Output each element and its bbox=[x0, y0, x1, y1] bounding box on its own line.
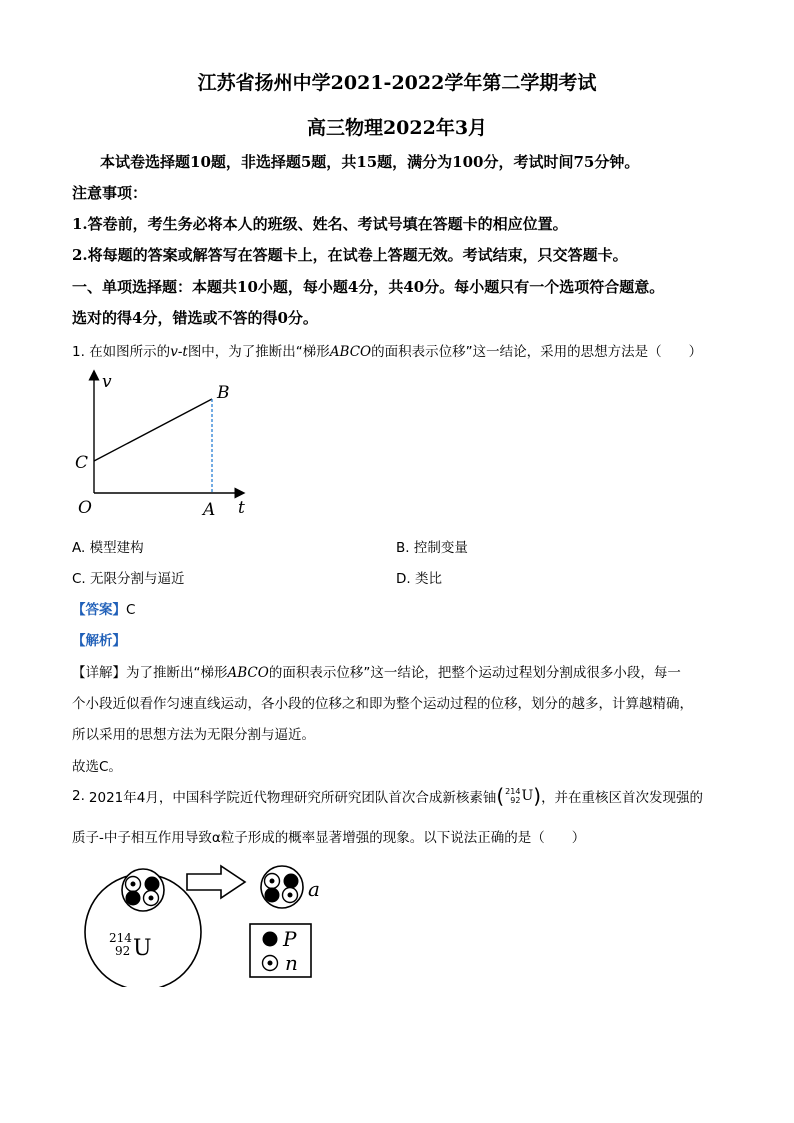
section-heading: 一、单项选择题：本题共10小题，每小题4分，共40分。每小题只有一个选项符合题意。 bbox=[72, 278, 665, 296]
legend-proton-label: P bbox=[283, 927, 297, 951]
legend-box bbox=[250, 924, 311, 977]
q2-stem bbox=[72, 786, 703, 806]
vt-graph bbox=[70, 365, 260, 525]
detail-line-3: 所以采用的思想方法为无限分割与逼近。 bbox=[72, 727, 315, 743]
note-1: 1.答卷前，考生务必将本人的班级、姓名、考试号填在答题卡的相应位置。 bbox=[72, 215, 568, 233]
q1-abco: ABCO bbox=[329, 344, 372, 360]
detail-line-2: 个小段近似看作匀速直线运动，各小段的位移之和即为整个运动过程的位移，划分的越多，计算越精确， bbox=[72, 696, 693, 712]
answer-value: C bbox=[126, 602, 136, 618]
nucleus-mass-number: 214 bbox=[109, 931, 132, 945]
page-subtitle: 高三物理2022年3月 bbox=[306, 117, 488, 139]
detail-abco: ABCO bbox=[227, 665, 269, 681]
nucleus-atomic-number: 92 bbox=[115, 944, 131, 958]
point-c-label: C bbox=[75, 453, 89, 473]
answer-tag: 【答案】 bbox=[72, 602, 126, 618]
notes-heading: 注意事项： bbox=[72, 184, 148, 202]
q2-text-b: ，并在重核区首次发现强的 bbox=[541, 790, 704, 806]
detail-text-b: 的面积表示位移”这一结论，把整个运动过程划分割成很多小段，每一 bbox=[268, 665, 681, 681]
alpha-label: a bbox=[308, 877, 320, 901]
nuclide-mass: 214 bbox=[505, 787, 521, 796]
q1-text-b: 图中，为了推断出“梯形 bbox=[187, 344, 330, 360]
point-a-label: A bbox=[203, 500, 216, 520]
t-axis-label: t bbox=[238, 498, 245, 518]
detail-text-a: 为了推断出“梯形 bbox=[126, 665, 228, 681]
detail-line-1 bbox=[72, 661, 681, 681]
exam-summary: 本试卷选择题10题，非选择题5题，共15题，满分为100分，考试时间75分钟。 bbox=[100, 153, 640, 171]
q1-vt: v-t bbox=[170, 344, 188, 360]
alpha-cluster-in-nucleus bbox=[122, 869, 164, 911]
nucleus-symbol: U bbox=[133, 936, 152, 961]
v-axis-label: v bbox=[102, 372, 112, 392]
option-c[interactable]: C. 无限分割与逼近 bbox=[72, 571, 185, 587]
point-b-label: B bbox=[217, 383, 230, 403]
page-title: 江苏省扬州中学2021-2022学年第二学期考试 bbox=[197, 72, 597, 94]
q1-number: 1. bbox=[72, 344, 85, 360]
section-heading-cont: 选对的得4分，错选或不答的得0分。 bbox=[72, 309, 318, 327]
emitted-alpha-particle bbox=[261, 866, 303, 908]
note-2: 2.将每题的答案或解答写在答题卡上，在试卷上答题无效。考试结束，只交答题卡。 bbox=[72, 246, 628, 264]
option-d[interactable]: D. 类比 bbox=[396, 571, 442, 587]
alpha-formation-diagram bbox=[75, 862, 345, 987]
q1-text-c: 的面积表示位移”这一结论，采用的思想方法是（ ） bbox=[371, 344, 703, 360]
arrow-right-icon bbox=[187, 866, 245, 898]
q2-text-a: 2021年4月，中国科学院近代物理研究所研究团队首次合成新核素铀 bbox=[88, 790, 497, 806]
analysis-tag: 【解析】 bbox=[72, 633, 126, 649]
nuclide-atomic: 92 bbox=[510, 796, 521, 805]
nuclide-u214: ( 214 92 U ) bbox=[496, 784, 542, 808]
conclusion: 故选C。 bbox=[72, 759, 122, 775]
proton-icon bbox=[263, 932, 278, 947]
velocity-line bbox=[94, 399, 212, 461]
nuclide-symbol: U bbox=[521, 788, 534, 804]
origin-label: O bbox=[78, 498, 92, 518]
option-a[interactable]: A. 模型建构 bbox=[72, 540, 144, 556]
q2-number: 2. bbox=[72, 788, 85, 804]
q1-text-a: 在如图所示的 bbox=[89, 344, 171, 360]
detail-tag: 【详解】 bbox=[72, 665, 126, 681]
q2-stem-cont: 质子-中子相互作用导致α粒子形成的概率显著增强的现象。以下说法正确的是（ ） bbox=[72, 830, 586, 846]
q1-stem bbox=[72, 340, 702, 360]
option-b[interactable]: B. 控制变量 bbox=[396, 540, 468, 556]
answer-line bbox=[72, 598, 135, 618]
legend-neutron-label: n bbox=[285, 951, 298, 975]
